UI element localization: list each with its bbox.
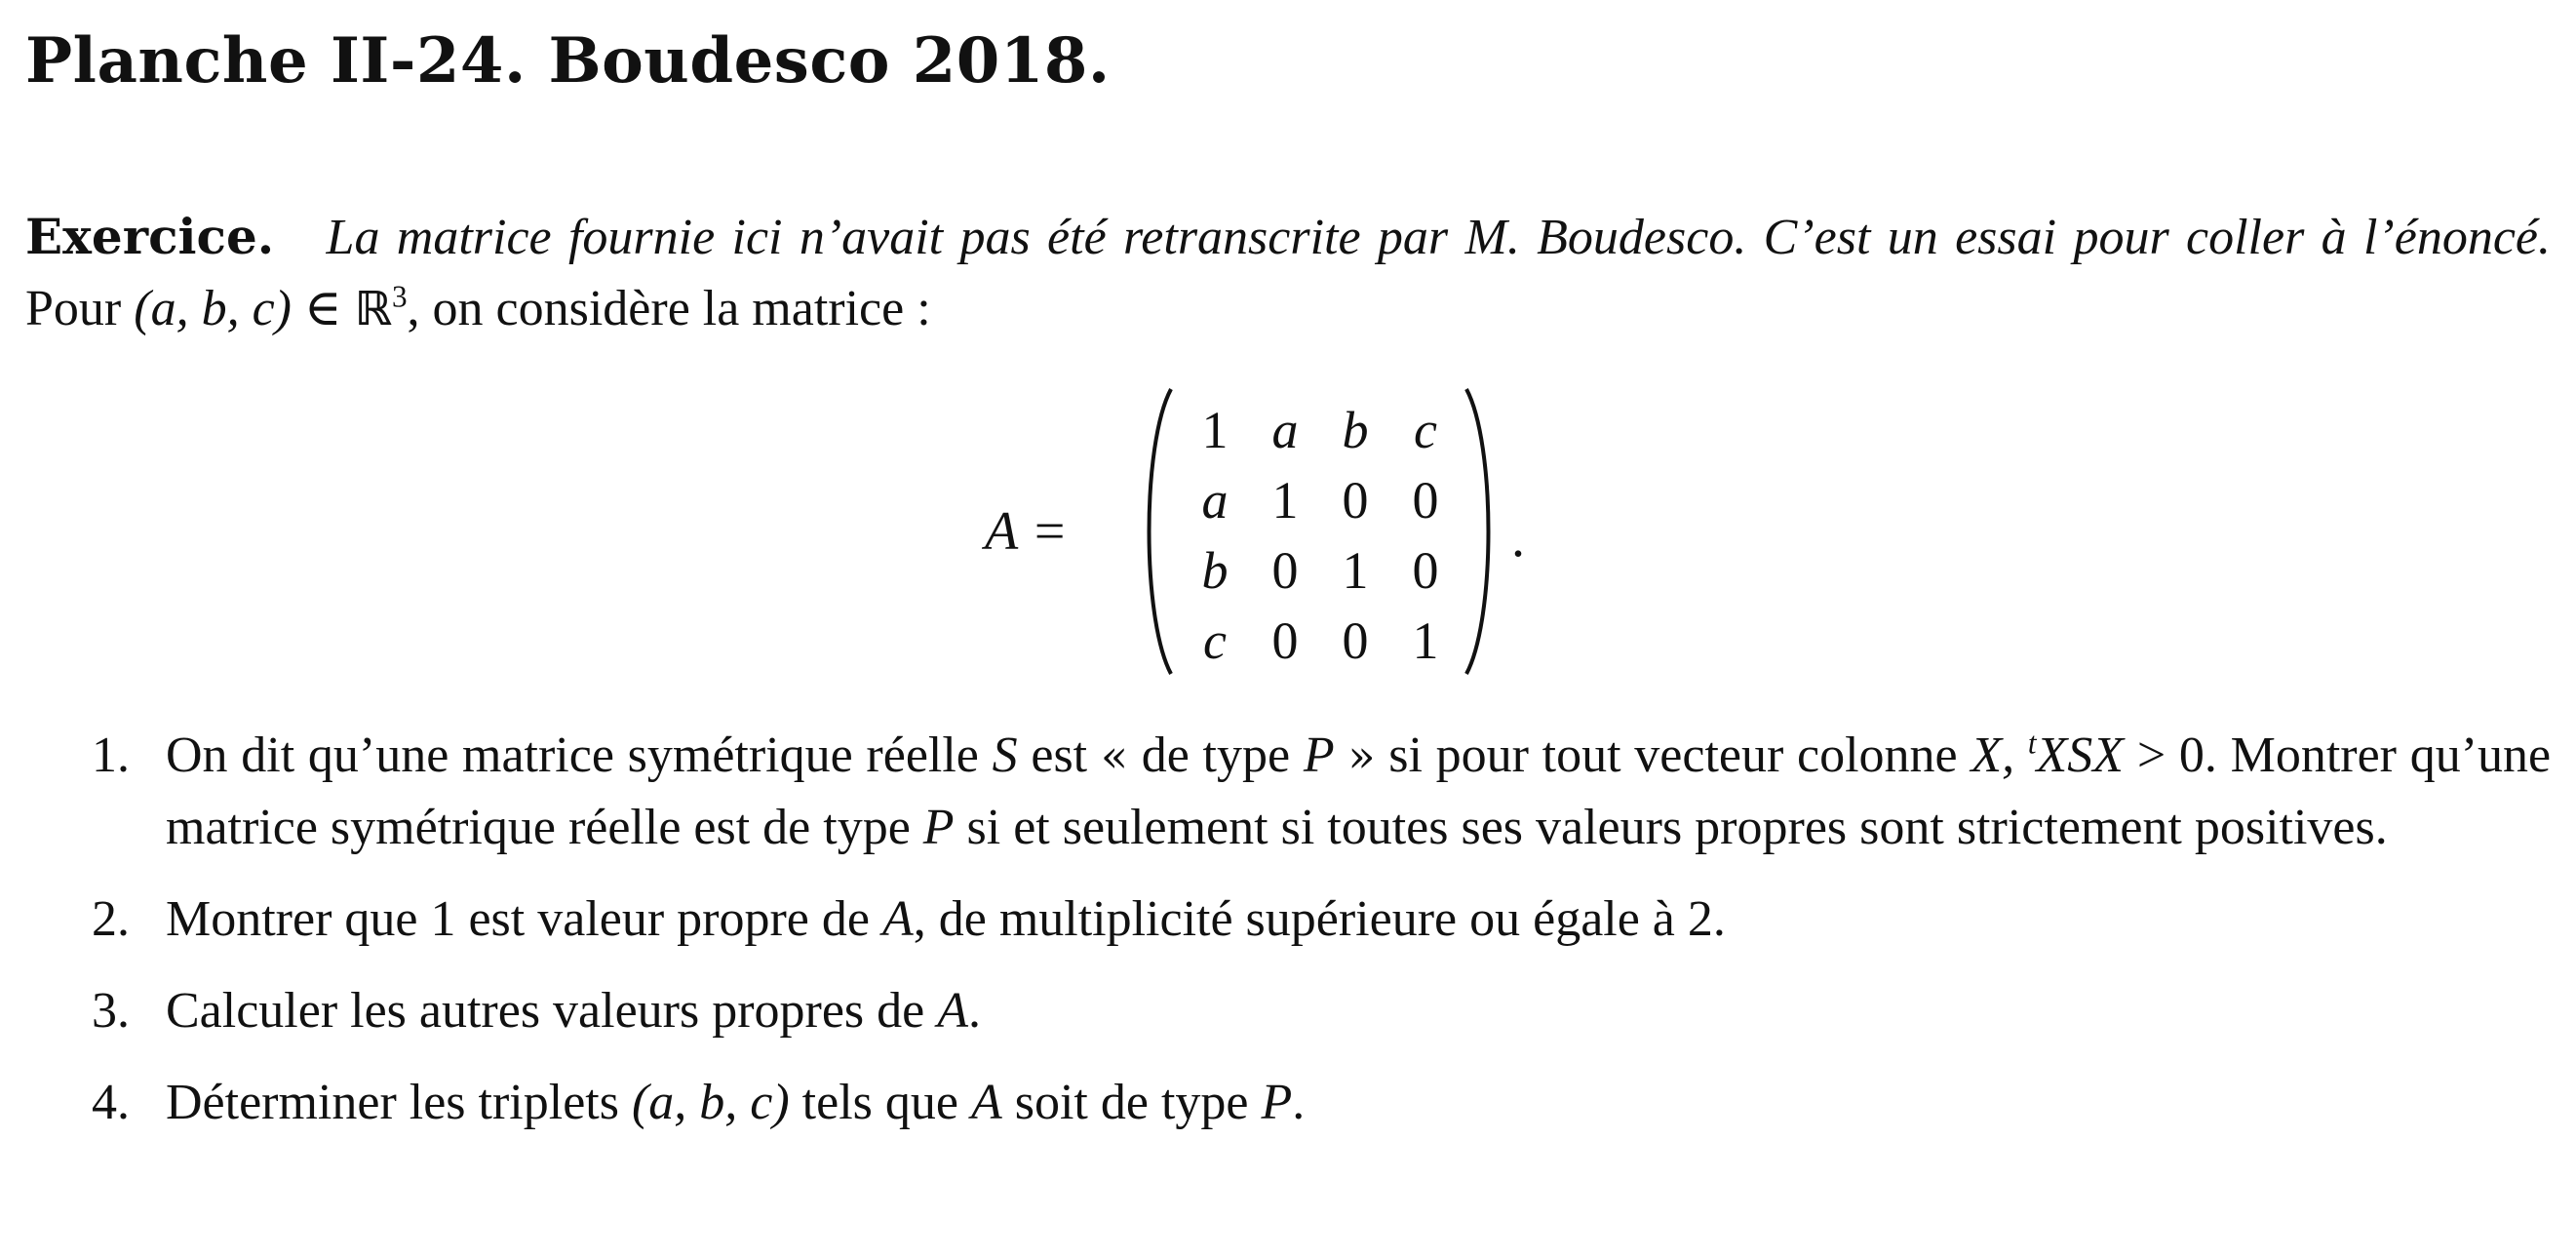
matrix-cell: c: [1203, 611, 1227, 670]
matrix-cell: 0: [1271, 611, 1299, 670]
matrix-cell: 1: [1201, 401, 1229, 459]
matrix-cell: 0: [1412, 471, 1439, 530]
right-parenthesis-icon: [1463, 385, 1502, 678]
question-number: 4.: [92, 1075, 130, 1130]
matrix-cell: 1: [1412, 611, 1439, 670]
question-number: 1.: [92, 727, 130, 783]
question-text: soit de type: [1014, 1075, 1249, 1130]
question-text: Montrer que 1 est valeur propre de: [166, 891, 870, 947]
math-symbol: A: [881, 891, 914, 947]
question-item-2: [25, 884, 2551, 955]
real-numbers-symbol: ℝ: [354, 282, 392, 336]
exercise-statement: [25, 201, 2551, 345]
question-item-3: [25, 975, 2551, 1046]
intro-pre: Pour: [25, 281, 122, 336]
exercise-label: Exercice.: [25, 208, 275, 265]
question-item-1: [25, 720, 2551, 863]
math-symbol: A: [970, 1075, 1002, 1130]
matrix-grid: [1180, 395, 1463, 676]
transpose-superscript: t: [2027, 726, 2037, 761]
matrix-cell: b: [1201, 541, 1229, 600]
question-text: > 0. Montrer qu’une matrice symétrique réelle est de type: [166, 727, 2552, 855]
question-text: .: [1292, 1075, 1306, 1130]
left-parenthesis-icon: [1136, 385, 1175, 678]
matrix-cell: 1: [1342, 541, 1369, 600]
question-text: Déterminer les triplets: [166, 1075, 619, 1130]
intro-in-symbol: ∈: [303, 281, 342, 336]
question-text: de type: [1141, 727, 1291, 783]
page-title: Planche II-24. Boudesco 2018.: [25, 24, 1111, 98]
question-text: si pour tout vecteur colonne: [1388, 727, 1958, 783]
math-symbol: A: [937, 983, 969, 1039]
question-text: .: [968, 983, 982, 1039]
question-text: , de multiplicité supérieure ou égale à 2.: [913, 891, 1726, 947]
matrix-lhs: A =: [985, 501, 1068, 562]
question-number: 2.: [92, 891, 130, 947]
matrix-display: [985, 385, 1609, 688]
matrix-cell: b: [1342, 401, 1369, 459]
question-list: [25, 720, 2551, 1159]
document-page: [25, 18, 2551, 345]
close-guillemet: »: [1347, 729, 1376, 782]
math-symbol: P: [1303, 727, 1335, 783]
matrix-cell: 0: [1412, 541, 1439, 600]
matrix-cell: 1: [1271, 471, 1299, 530]
matrix-cell: 0: [1342, 471, 1369, 530]
intro-post: , on considère la matrice :: [407, 281, 931, 336]
math-symbol: P: [922, 800, 955, 855]
matrix-cell: 0: [1271, 541, 1299, 600]
math-symbol: XSX: [2036, 727, 2125, 783]
question-text: si et seulement si toutes ses valeurs propres sont strictement positives.: [966, 800, 2388, 855]
question-text: Calculer les autres valeurs propres de: [166, 983, 925, 1039]
math-symbol: (a, b, c): [631, 1075, 790, 1130]
math-symbol: X,: [1971, 727, 2015, 783]
math-symbol: P: [1261, 1075, 1293, 1130]
open-guillemet: «: [1100, 729, 1129, 782]
matrix-cell: c: [1414, 401, 1437, 459]
question-item-4: [25, 1067, 2551, 1138]
intro-tuple: (a, b, c): [134, 281, 292, 336]
exercise-italic-note: La matrice fournie ici n’avait pas été retranscrite par M. Boudesco. C’est un essai pour coller à l’énoncé.: [326, 210, 2551, 265]
matrix-period: .: [1511, 508, 1525, 569]
matrix-cell: a: [1271, 401, 1299, 459]
math-symbol: S: [992, 727, 1018, 783]
question-number: 3.: [92, 983, 130, 1039]
matrix-cell: 0: [1342, 611, 1369, 670]
matrix-cell: a: [1201, 471, 1229, 530]
question-text: On dit qu’une matrice symétrique réelle: [166, 727, 979, 783]
question-text: est: [1031, 727, 1088, 783]
question-text: tels que: [801, 1075, 958, 1130]
real-numbers-exponent: 3: [391, 279, 408, 314]
